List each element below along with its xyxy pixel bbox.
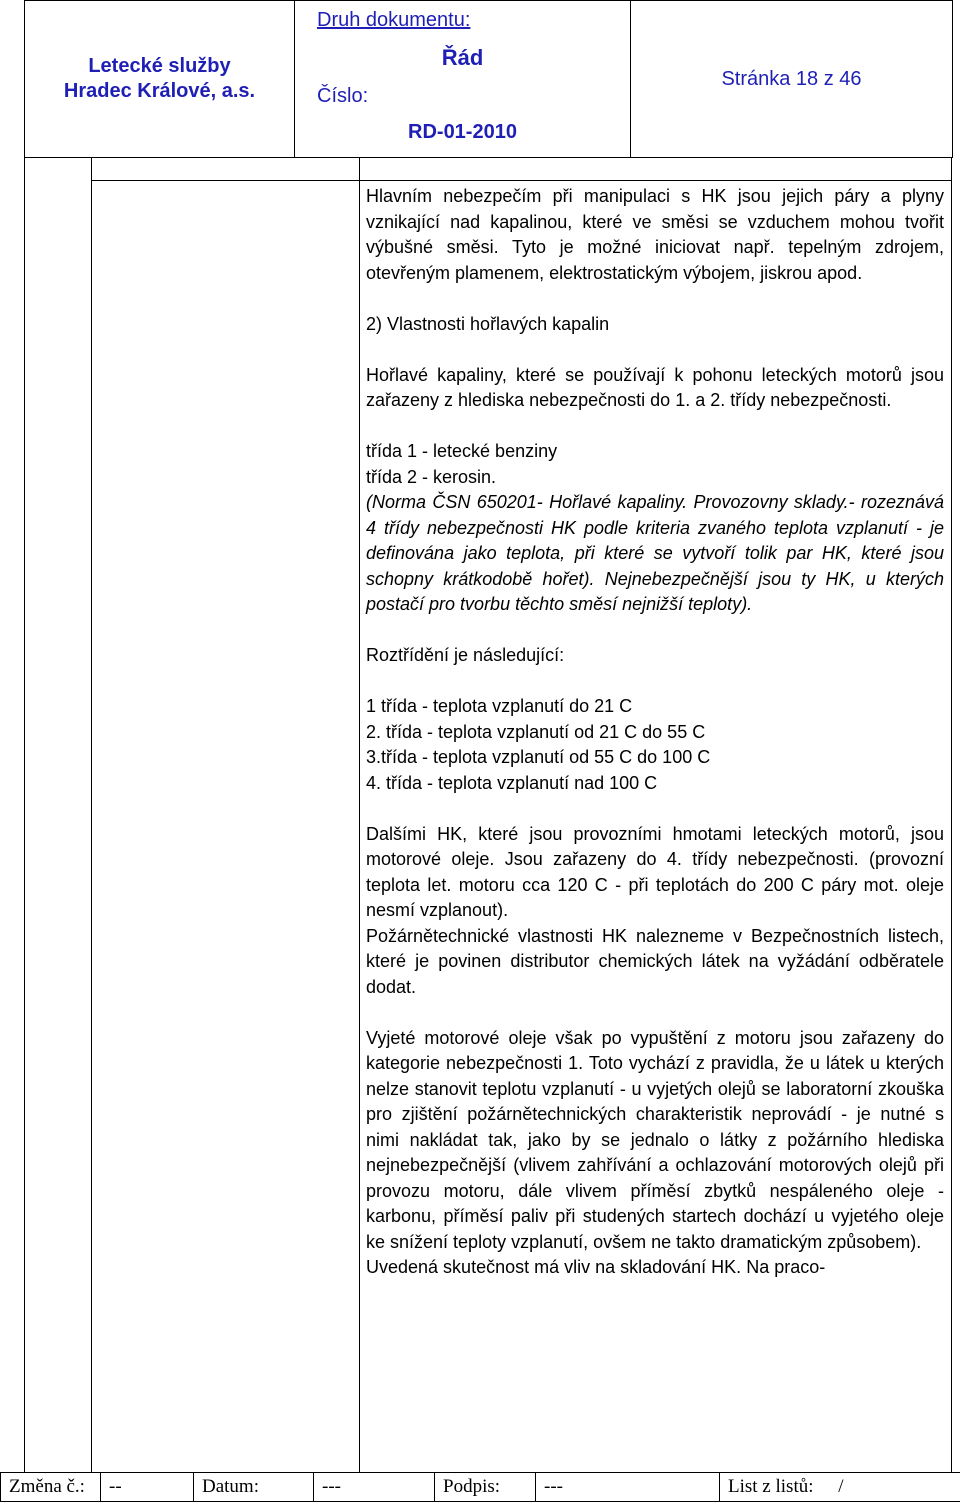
paragraph: Dalšími HK, které jsou provozními hmotami leteckých motorů, jsou motorové oleje. Jsou zařazeny do 4. třídy nebezpečnosti. (provozní teplota let. motoru cca 120 C - při teplotách do 200 C páry mot. oleje nesmí vzplanout). xyxy=(366,823,944,920)
doc-number: RD-01-2010 xyxy=(408,121,517,143)
list-heading: Roztřídění je následující: xyxy=(366,645,565,665)
section-divider xyxy=(91,180,952,181)
section-heading: 2) Vlastnosti hořlavých kapalin xyxy=(366,313,610,334)
revision-footer xyxy=(0,1472,960,1502)
paragraph: Hořlavé kapaliny, které se používají k pohonu leteckých motorů jsou zařazeny z hlediska nebezpečnosti do 1. a 2. třídy nebezpečnosti. xyxy=(366,364,944,410)
organization-cell xyxy=(25,1,295,158)
norm-note: (Norma ČSN 650201- Hořlavé kapaliny. Provozovny sklady.- rozeznává 4 třídy nebezpečnosti HK podle kriteria zvaného teplota vzplanutí - je definována jako teplota, při které se vytvoří tolik par HK, které jsou schopny krátkodobě hořet). Nejnebezpečnější jsou ty HK, u kterých postačí pro tvorbu těchto směsí nejnižší teploty). xyxy=(366,492,944,614)
signature-value: --- xyxy=(536,1473,720,1502)
list-item: 4. třída - teplota vzplanutí nad 100 C xyxy=(366,772,658,793)
paragraph: Požárnětechnické vlastnosti HK nalezneme v Bezpečnostních listech, které je povinen distributor chemických látek na vyžádání odběratele dodat. xyxy=(366,925,944,997)
date-label: Datum: xyxy=(194,1473,314,1502)
document-header xyxy=(24,0,953,158)
list-item: 3.třída - teplota vzplanutí od 55 C do 100 C xyxy=(366,747,711,767)
list-item: 1 třída - teplota vzplanutí do 21 C xyxy=(366,696,633,716)
paragraph: Vyjeté motorové oleje však po vypuštění z motoru jsou zařazeny do kategorie nebezpečnosti 1. Toto vychází z pravidla, že u látek u kterých nelze stanovit teplotu vzplanutí - u vyjetých olejů se laboratorní zkouška pro zjištění požárnětechnických charakteristik neprovádí - je nutné s nimi nakládat tak, jako by se jednalo o látky z požárního hlediska nejnebezpečnější (vlivem zahřívání a ochlazování motorových olejů při provozu motoru, dále vlivem příměsí zbytků nespáleného oleje - karbonu, příměsí paliv při studených startech dochází u vyjetého oleje ke snížení teploty vzplanutí, ovšem ne takto dramatickým způsobem). xyxy=(366,1027,944,1252)
change-label: Změna č.: xyxy=(1,1473,101,1502)
frame-left-border xyxy=(24,158,25,1472)
column-divider xyxy=(359,158,360,1472)
organization-city: Hradec Králové, a.s. xyxy=(63,80,256,102)
list-item: 2. třída - teplota vzplanutí od 21 C do 55 C xyxy=(366,721,706,742)
paragraph: Uvedená skutečnost má vliv na skladování HK. Na praco- xyxy=(366,1257,826,1277)
doc-type: Řád xyxy=(441,45,484,70)
paragraph: Hlavním nebezpečím při manipulaci s HK jsou jejich páry a plyny vznikající nad kapalinou, které ve směsi se vzduchem mohou tvořit výbušné směsi. Tyto je možné iniciovat např. tepelným zdrojem, otevřeným plamenem, elektrostatickým výbojem, jiskrou apod. xyxy=(366,186,944,283)
document-info-cell xyxy=(295,1,631,158)
class-item: třída 2 - kerosin. xyxy=(366,466,497,487)
document-body xyxy=(366,184,944,1281)
sheet-count xyxy=(720,1473,960,1502)
change-value: -- xyxy=(101,1473,194,1502)
class-item: třída 1 - letecké benziny xyxy=(366,441,558,461)
organization-name: Letecké služby xyxy=(88,55,231,77)
sheet-label: List z listů: xyxy=(728,1476,814,1497)
doc-type-label: Druh dokumentu: xyxy=(317,9,471,31)
date-value: --- xyxy=(314,1473,435,1502)
signature-label: Podpis: xyxy=(435,1473,536,1502)
sheet-value: / xyxy=(838,1476,844,1497)
frame-right-border xyxy=(951,158,952,1472)
doc-number-label: Číslo: xyxy=(317,85,369,107)
page-number: Stránka 18 z 46 xyxy=(631,1,953,158)
column-divider xyxy=(91,158,92,1472)
